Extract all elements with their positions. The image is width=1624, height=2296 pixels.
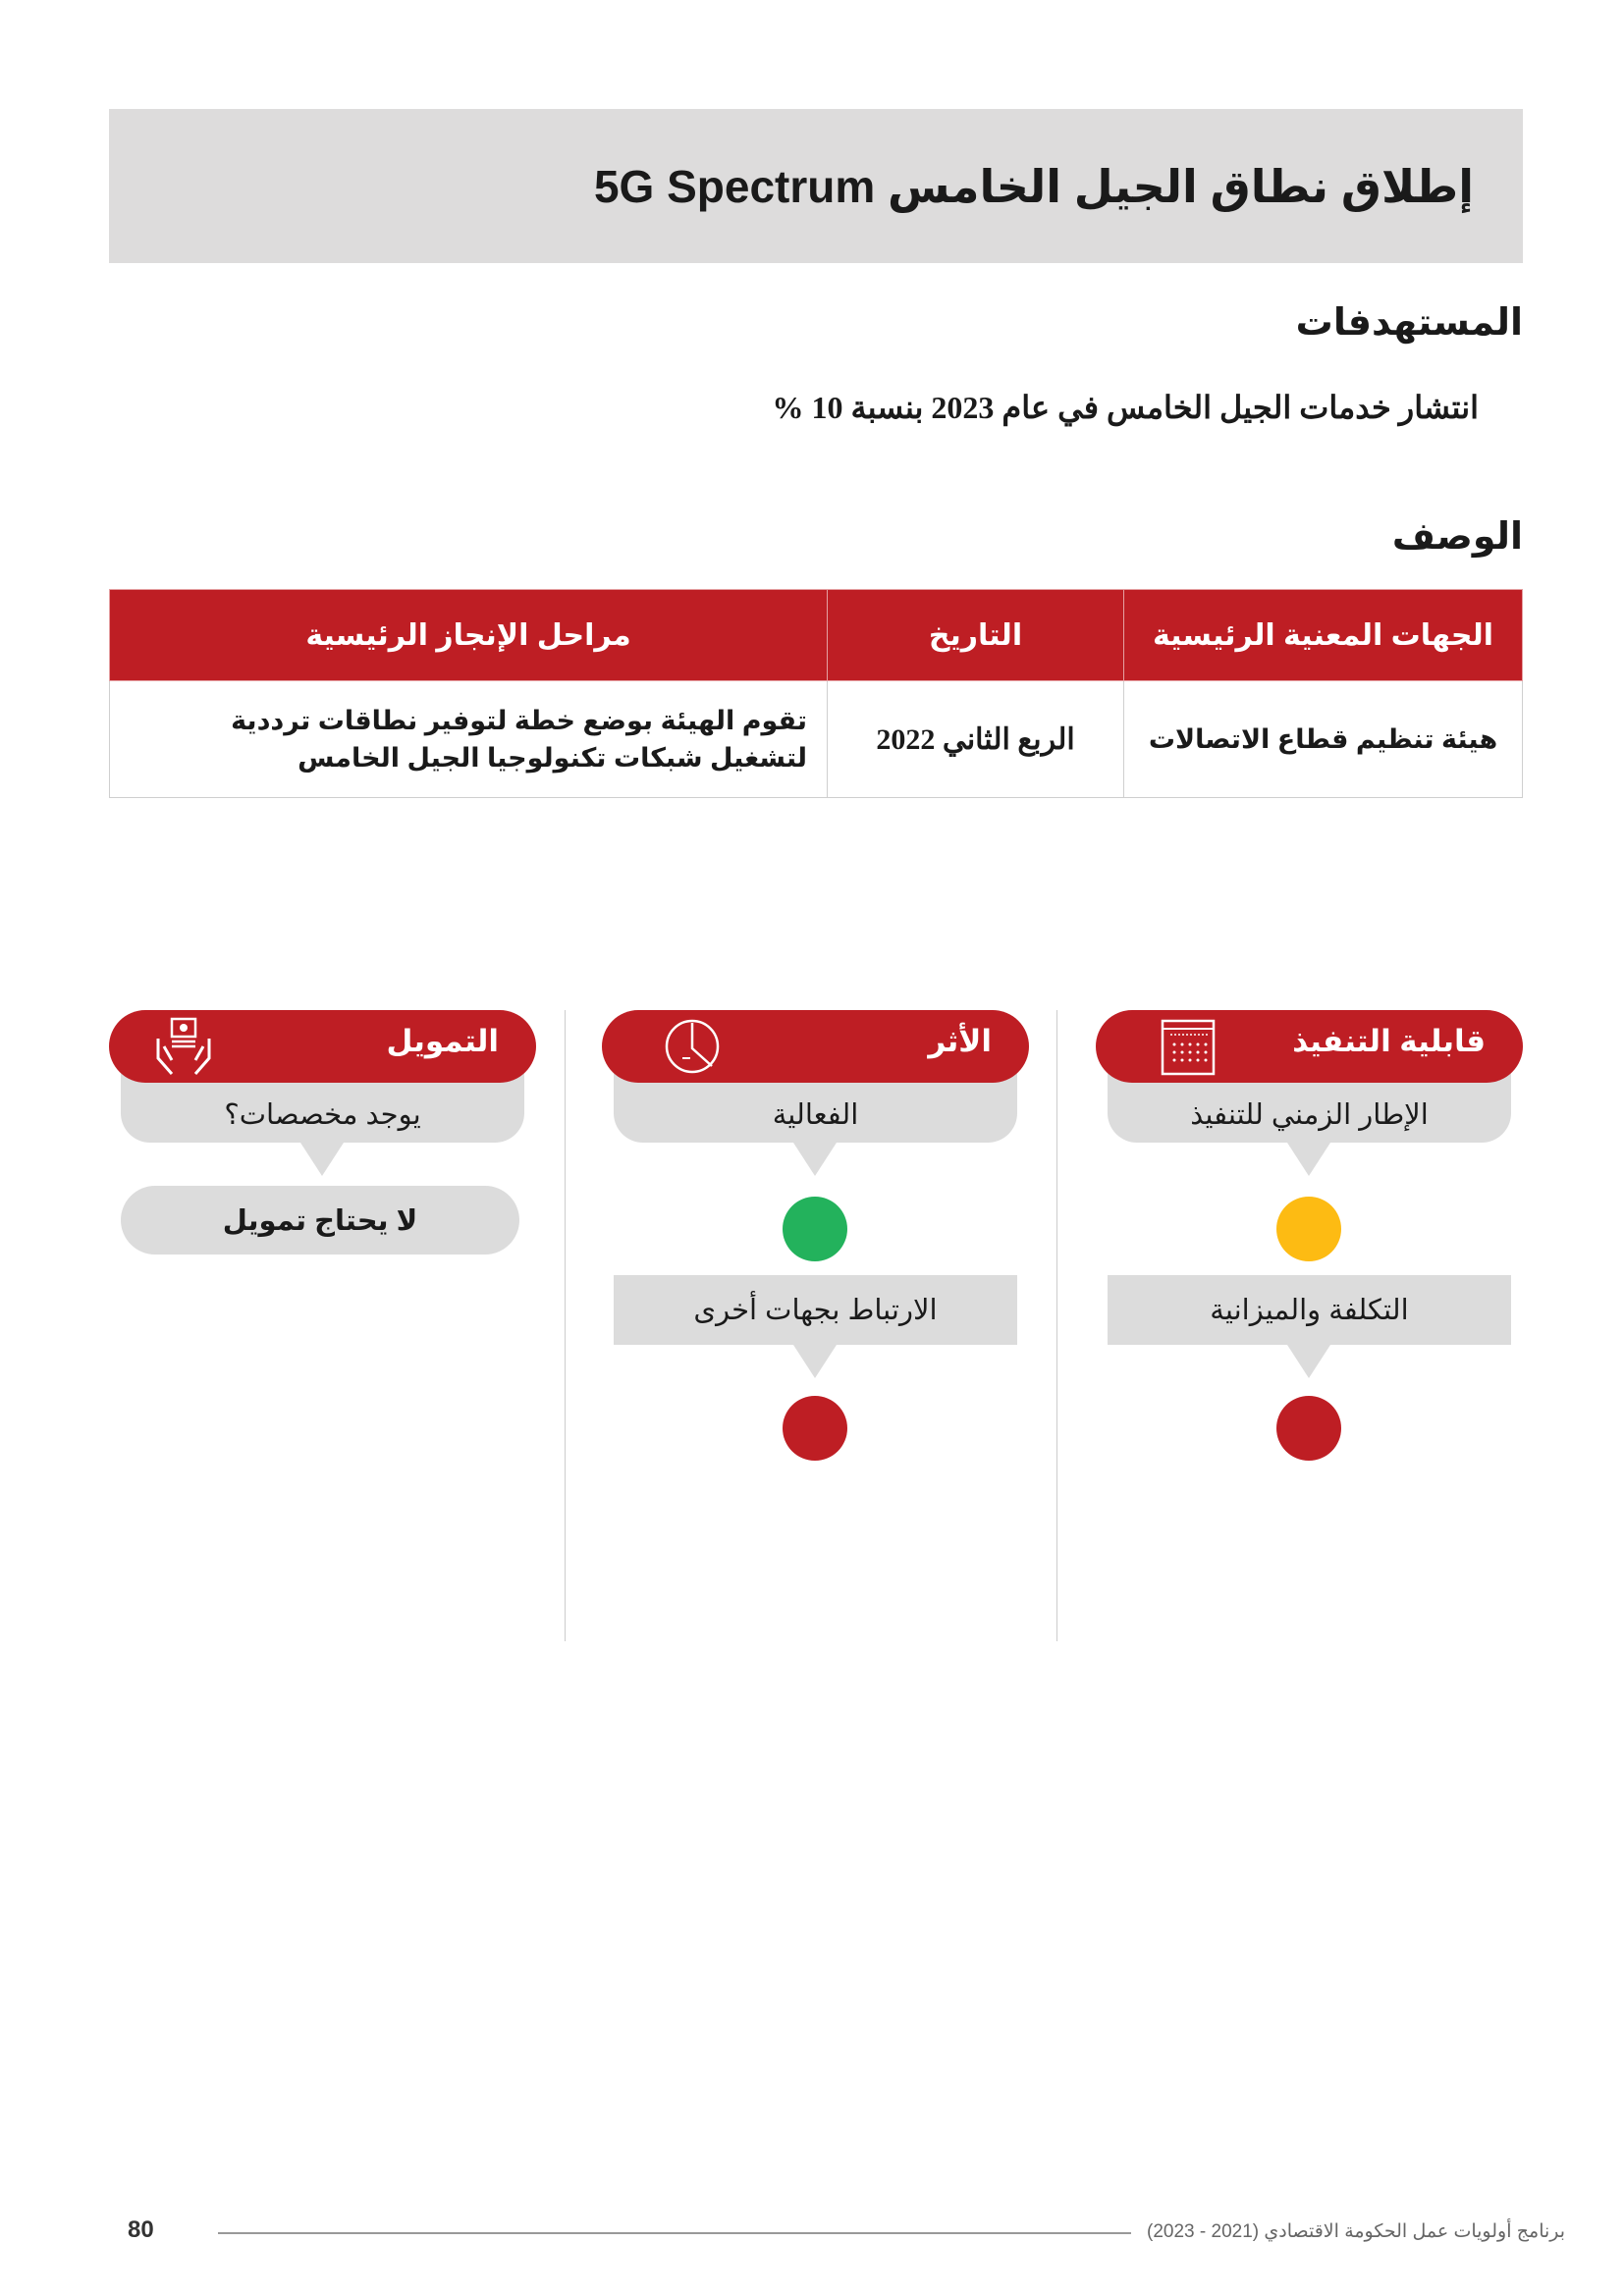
calendar-icon [1157,1015,1219,1078]
stakeholder-cell: هيئة تنظيم قطاع الاتصالات [1124,681,1523,798]
timeframe-label: الإطار الزمني للتنفيذ [1190,1099,1429,1131]
pointer-triangle [1287,1143,1330,1176]
column-header: مراحل الإنجاز الرئيسية [110,590,828,681]
column-header: الجهات المعنية الرئيسية [1124,590,1523,681]
money-hands-icon [152,1015,215,1078]
linkage-box [614,1275,1017,1345]
footer-text: برنامج أولويات عمل الحكومة الاقتصادي (2021 - 2023) [1147,2221,1566,2242]
funding-header [109,1010,536,1083]
linkage-label: الارتباط بجهات أخرى [693,1295,938,1326]
table-header-row [110,590,1523,681]
status-indicator-yellow [1276,1197,1341,1261]
feasibility-header [1096,1010,1523,1083]
pointer-triangle [793,1345,837,1378]
cost-budget-label: التكلفة والميزانية [1210,1295,1409,1326]
funding-label: التمويل [386,1024,499,1058]
milestones-cell: تقوم الهيئة بوضع خطة لتوفير نطاقات ترددية لتشغيل شبكات تكنولوجيا الجيل الخامس [110,681,828,798]
description-table [109,589,1523,798]
page-number: 80 [128,2216,154,2243]
status-indicator-red [783,1396,847,1461]
cost-budget-box [1108,1275,1511,1345]
column-header: التاريخ [828,590,1124,681]
pointer-triangle [793,1143,837,1176]
pointer-triangle [300,1143,344,1176]
target-text: انتشار خدمات الجيل الخامس في عام 2023 بنسبة 10 % [772,390,1479,425]
description-heading: الوصف [1391,516,1523,558]
impact-header [602,1010,1029,1083]
footer-rule [218,2232,1131,2234]
impact-label: الأثر [928,1024,992,1058]
pie-clock-icon [663,1015,726,1078]
pointer-triangle [1287,1345,1330,1378]
column-divider [565,1010,566,1641]
title-banner [109,109,1523,263]
effectiveness-label: الفعالية [772,1099,859,1131]
allocation-label: يوجد مخصصات؟ [224,1099,421,1131]
funding-answer: لا يحتاج تمويل [222,1205,418,1237]
funding-answer-pill [121,1186,519,1255]
feasibility-label: قابلية التنفيذ [1292,1024,1486,1058]
page-title: إطلاق نطاق الجيل الخامس 5G Spectrum [593,161,1474,212]
status-indicator-red [1276,1396,1341,1461]
table-row [110,681,1523,798]
date-cell: الربع الثاني 2022 [828,681,1124,798]
targets-heading: المستهدفات [1295,302,1523,344]
status-indicator-green [783,1197,847,1261]
column-divider [1056,1010,1057,1641]
